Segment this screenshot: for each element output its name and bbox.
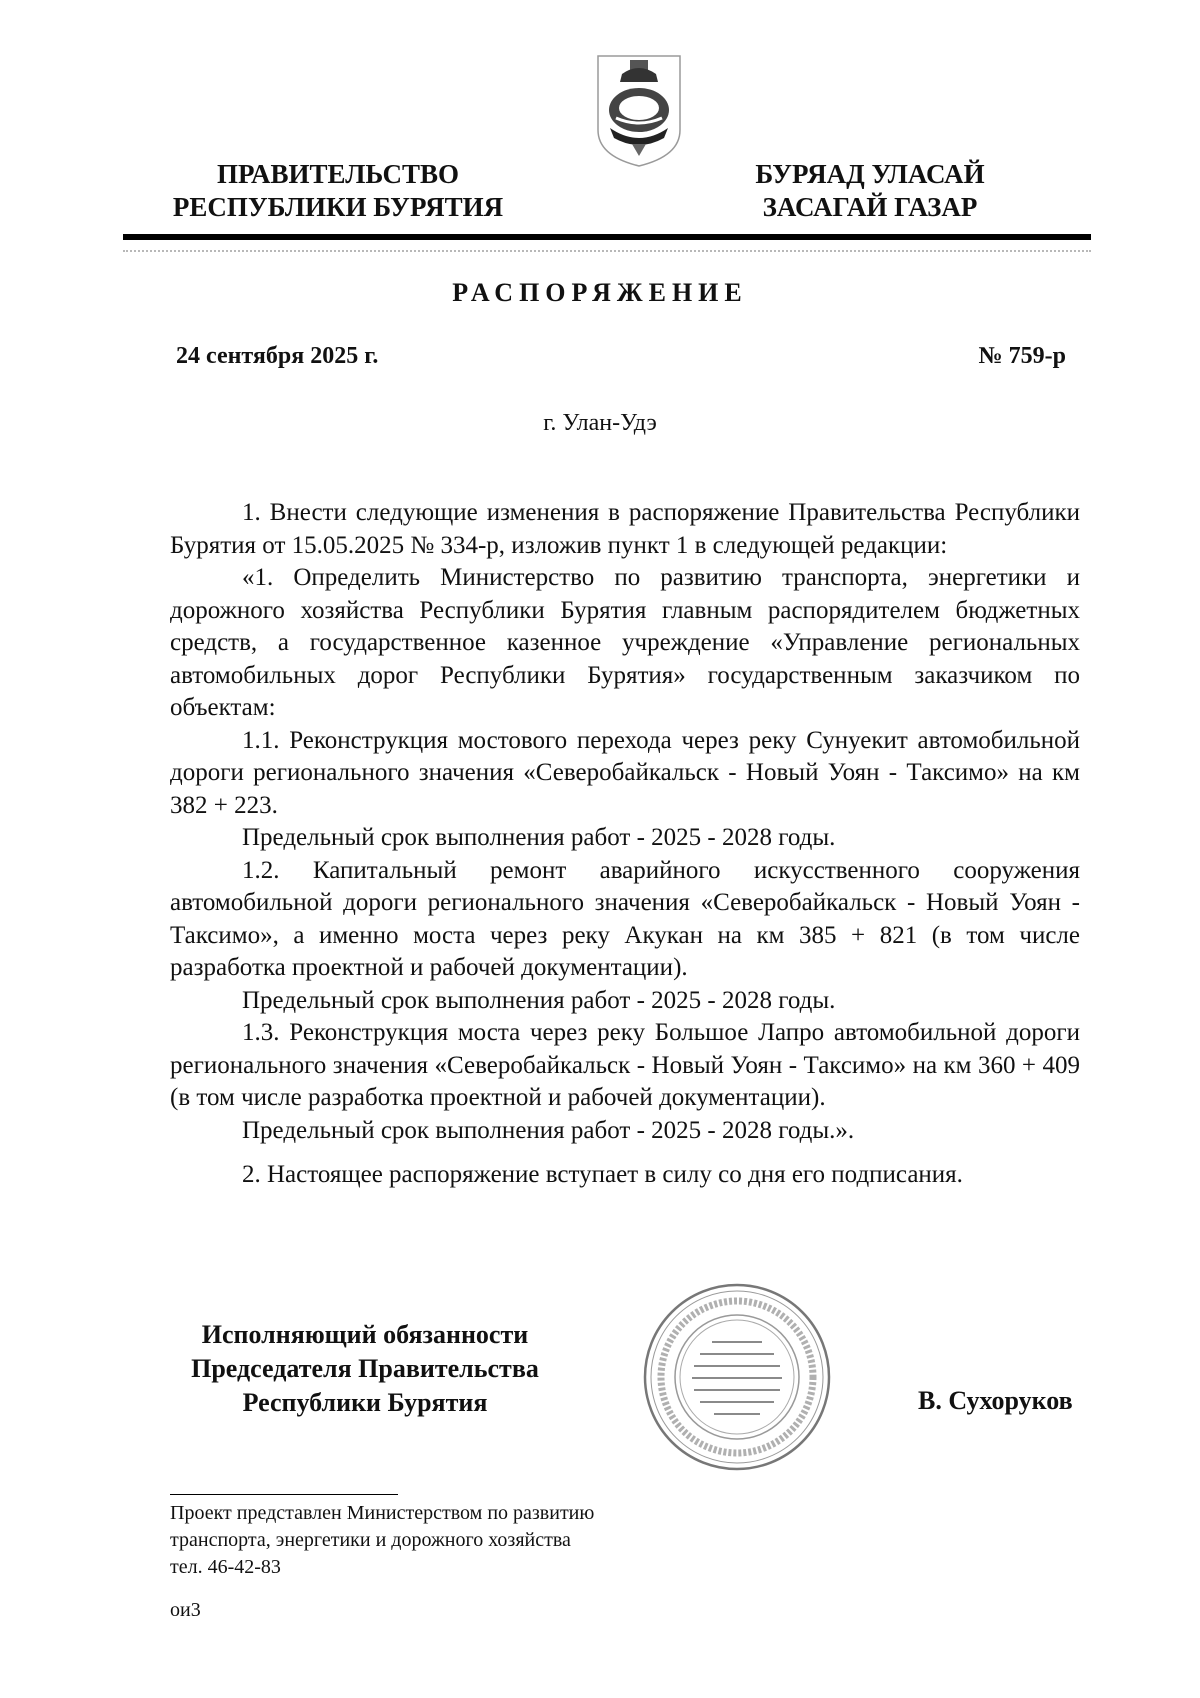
body-paragraph-4: Предельный срок выполнения работ - 2025 - 2028 годы. xyxy=(242,824,836,851)
signatory-title xyxy=(150,1318,580,1420)
document-code: ои3 xyxy=(170,1599,201,1621)
footnote-line1: Проект представлен Министерством по развитию xyxy=(170,1502,595,1524)
body-paragraph-5: 1.2. Капитальный ремонт аварийного искусственного сооружения автомобильной дороги регионального значения «Северобайкальск - Новый Уоян - Таксимо», а именно моста через реку Акукан на км 385 + 821 (в том числе разработка проектной и рабочей документации). xyxy=(170,856,1080,981)
signatory-name: В. Сухоруков xyxy=(918,1386,1073,1415)
body-paragraph-7: 1.3. Реконструкция моста через реку Большое Лапро автомобильной дороги регионального значения «Северобайкальск - Новый Уоян - Таксимо» на км 360 + 409 (в том числе разработка проектной и рабочей документации). xyxy=(170,1019,1080,1111)
footnote xyxy=(170,1500,594,1581)
header-divider xyxy=(123,234,1091,240)
footnote-phone: тел. 46-42-83 xyxy=(170,1556,281,1578)
org-name-russian-line1: ПРАВИТЕЛЬСТВО xyxy=(216,159,460,189)
signatory-title-line2: Председателя Правительства xyxy=(191,1354,539,1383)
signatory-title-line1: Исполняющий обязанности xyxy=(201,1320,529,1349)
org-name-russian-line2: РЕСПУБЛИКИ БУРЯТИЯ xyxy=(172,192,504,222)
official-stamp xyxy=(642,1282,832,1472)
document-title: РАСПОРЯЖЕНИЕ xyxy=(452,278,748,307)
org-name-russian xyxy=(148,158,528,224)
signatory-title-line3: Республики Бурятия xyxy=(242,1388,488,1417)
body-paragraph-2: «1. Определить Министерство по развитию транспорта, энергетики и дорожного хозяйства Республики Бурятия главным распорядителем бюджетных средств, а государственное казенное учреждение «Управление региональных автомобильных дорог Республики Бурятия» государственным заказчиком по объектам: xyxy=(170,564,1080,721)
body-paragraph-8: Предельный срок выполнения работ - 2025 - 2028 годы.». xyxy=(242,1116,855,1144)
header-divider-dotted xyxy=(123,250,1091,252)
body-paragraph-6: Предельный срок выполнения работ - 2025 - 2028 годы. xyxy=(242,986,836,1014)
org-name-buryat-line2: ЗАСАГАЙ ГАЗАР xyxy=(762,192,978,222)
coat-of-arms-icon xyxy=(592,52,686,170)
document-body xyxy=(170,497,1080,1192)
body-paragraph-9: 2. Настоящее распоряжение вступает в силу со дня его подписания. xyxy=(242,1161,963,1188)
footnote-divider xyxy=(170,1494,398,1495)
document-city: г. Улан-Удэ xyxy=(543,410,657,436)
footnote-line2: транспорта, энергетики и дорожного хозяйства xyxy=(170,1529,571,1551)
body-paragraph-1: 1. Внести следующие изменения в распоряжение Правительства Республики Бурятия от 15.05.2025 № 334-р, изложив пункт 1 в следующей редакции: xyxy=(170,499,1080,559)
body-paragraph-3: 1.1. Реконструкция мостового перехода через реку Сунуекит автомобильной дороги регионального значения «Северобайкальск - Новый Уоян - Таксимо» на км 382 + 223. xyxy=(170,726,1080,819)
org-name-buryat-line1: БУРЯАД УЛАСАЙ xyxy=(755,159,985,189)
document-number: № 759-р xyxy=(978,343,1066,369)
org-name-buryat xyxy=(700,158,1040,224)
document-date: 24 сентября 2025 г. xyxy=(176,343,379,369)
